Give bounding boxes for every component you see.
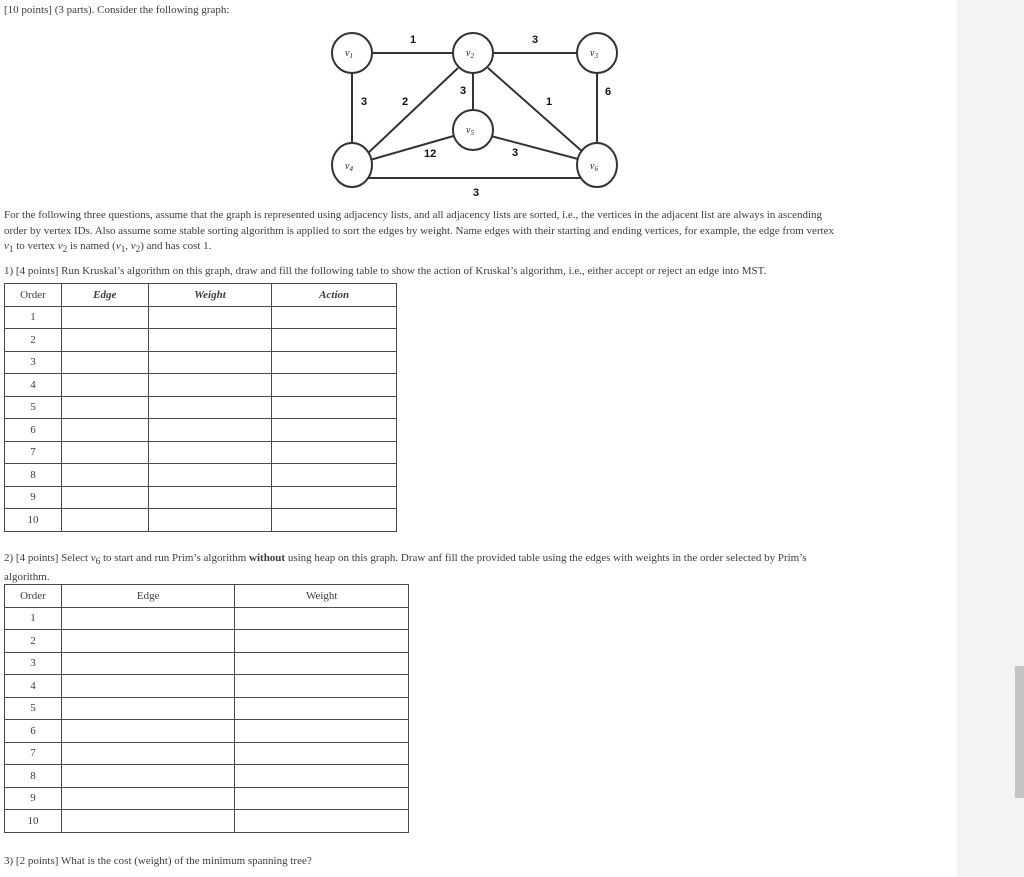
table-row	[5, 720, 409, 743]
edge-cell[interactable]	[61, 810, 235, 833]
weight-v3-v6: 6	[605, 86, 612, 98]
weight-cell[interactable]	[235, 697, 409, 720]
weight-cell[interactable]	[235, 742, 409, 765]
weight-v1-v2: 1	[410, 34, 417, 46]
weight-v5-v6: 3	[512, 147, 519, 159]
order-cell: 1	[5, 306, 62, 329]
order-cell: 10	[5, 810, 62, 833]
table-row	[5, 351, 397, 374]
col-order: Order	[5, 585, 62, 608]
edge-cell[interactable]	[61, 419, 148, 442]
weight-v2-v3: 3	[532, 34, 539, 46]
table-row	[5, 306, 397, 329]
vertex-label-v5: $v_5$	[466, 125, 474, 137]
table-row	[5, 419, 397, 442]
weight-cell[interactable]	[148, 509, 272, 532]
edge-cell[interactable]	[61, 486, 148, 509]
table-row	[5, 787, 409, 810]
problem-header: [10 points] (3 parts). Consider the following graph:	[4, 4, 230, 16]
prim-table	[4, 584, 409, 833]
edge-cell[interactable]	[61, 652, 235, 675]
weight-v1-v4: 3	[361, 96, 368, 108]
weight-cell[interactable]	[148, 396, 272, 419]
right-sidebar	[957, 0, 1024, 877]
edge-cell[interactable]	[61, 787, 235, 810]
q2-line-2: algorithm.	[4, 570, 50, 583]
scrollbar-thumb[interactable]	[1015, 666, 1024, 798]
order-cell: 7	[5, 441, 62, 464]
table-row	[5, 396, 397, 419]
table-row	[5, 607, 409, 630]
edge-cell[interactable]	[61, 396, 148, 419]
edge-cell[interactable]	[61, 720, 235, 743]
q1-text: 1) [4 points] Run Kruskal’s algorithm on this graph, draw and fill the following table to show the action of Kruskal’s algorithm, i.e., either accept or reject an edge into MST.	[4, 265, 767, 277]
edge-v2-v6	[488, 68, 584, 153]
action-cell[interactable]	[272, 396, 397, 419]
order-cell: 1	[5, 607, 62, 630]
order-cell: 9	[5, 486, 62, 509]
table-row	[5, 810, 409, 833]
edge-cell[interactable]	[61, 675, 235, 698]
weight-cell[interactable]	[148, 329, 272, 352]
weight-cell[interactable]	[148, 419, 272, 442]
order-cell: 4	[5, 675, 62, 698]
order-cell: 3	[5, 351, 62, 374]
weight-cell[interactable]	[235, 810, 409, 833]
table-row	[5, 652, 409, 675]
edge-cell[interactable]	[61, 441, 148, 464]
col-edge: Edge	[61, 284, 148, 307]
intro-line-3: $v_1$ to vertex $v_2$ is named ($v_1$, $v_2$) and has cost 1.	[4, 240, 212, 255]
weight-cell[interactable]	[235, 787, 409, 810]
action-cell[interactable]	[272, 441, 397, 464]
intro-paragraph	[4, 208, 944, 258]
kruskal-table	[4, 283, 397, 532]
weight-cell[interactable]	[148, 351, 272, 374]
edge-v5-v6	[491, 136, 578, 159]
order-cell: 10	[5, 509, 62, 532]
weight-cell[interactable]	[148, 464, 272, 487]
order-cell: 2	[5, 630, 62, 653]
order-cell: 3	[5, 652, 62, 675]
action-cell[interactable]	[272, 329, 397, 352]
order-cell: 8	[5, 765, 62, 788]
order-cell: 4	[5, 374, 62, 397]
edge-cell[interactable]	[61, 742, 235, 765]
table-row	[5, 675, 409, 698]
col-action: Action	[272, 284, 397, 307]
order-cell: 5	[5, 697, 62, 720]
action-cell[interactable]	[272, 419, 397, 442]
action-cell[interactable]	[272, 509, 397, 532]
order-cell: 5	[5, 396, 62, 419]
table-row	[5, 630, 409, 653]
action-cell[interactable]	[272, 374, 397, 397]
order-cell: 6	[5, 419, 62, 442]
weight-v2-v4: 2	[402, 96, 409, 108]
edge-cell[interactable]	[61, 329, 148, 352]
intro-line-2: order by vertex IDs. Also assume some stable sorting algorithm is applied to sort the edges by weight. Name edges with their starting and ending vertices, for example, the edge from vertex	[4, 224, 834, 237]
edge-cell[interactable]	[61, 306, 148, 329]
weight-v2-v6: 1	[546, 96, 553, 108]
graph-vertices	[332, 33, 617, 187]
table-row	[5, 486, 397, 509]
col-order: Order	[5, 284, 62, 307]
vertex-label-v1: $v_1$	[345, 48, 353, 60]
weight-cell[interactable]	[148, 486, 272, 509]
edge-cell[interactable]	[61, 509, 148, 532]
table-row	[5, 464, 397, 487]
table-row	[5, 697, 409, 720]
kruskal-header-row	[5, 284, 397, 307]
edge-cell[interactable]	[61, 374, 148, 397]
table-row	[5, 742, 409, 765]
graph-figure	[330, 22, 630, 202]
table-row	[5, 441, 397, 464]
edge-cell[interactable]	[61, 607, 235, 630]
table-row	[5, 509, 397, 532]
order-cell: 6	[5, 720, 62, 743]
col-weight: Weight	[148, 284, 272, 307]
weight-cell[interactable]	[235, 630, 409, 653]
table-row	[5, 765, 409, 788]
intro-line-1: For the following three questions, assume that the graph is represented using adjacency lists, and all adjacency lists are sorted, i.e., the vertices in the adjacent list are always in ascending	[4, 209, 823, 221]
edge-cell[interactable]	[61, 697, 235, 720]
edge-cell[interactable]	[61, 351, 148, 374]
table-row	[5, 329, 397, 352]
action-cell[interactable]	[272, 486, 397, 509]
weight-v2-v5: 3	[460, 85, 467, 97]
vertex-label-v4: $v_4$	[345, 161, 353, 173]
weight-cell[interactable]	[235, 607, 409, 630]
action-cell[interactable]	[272, 306, 397, 329]
order-cell: 9	[5, 787, 62, 810]
weight-cell[interactable]	[235, 765, 409, 788]
prim-header-row	[5, 585, 409, 608]
weight-cell[interactable]	[148, 306, 272, 329]
edge-cell[interactable]	[61, 464, 148, 487]
col-weight: Weight	[235, 585, 409, 608]
q2-line-1: 2) [4 points] Select $v_6$ to start and run Prim’s algorithm without using heap on this graph. Draw anf fill the provided table using the edges with weights in the order selected by Prim’s	[4, 552, 807, 567]
weight-cell[interactable]	[148, 441, 272, 464]
action-cell[interactable]	[272, 351, 397, 374]
table-row	[5, 374, 397, 397]
weight-cell[interactable]	[235, 675, 409, 698]
weight-v4-v5: 12	[424, 148, 437, 160]
weight-cell[interactable]	[148, 374, 272, 397]
edge-cell[interactable]	[61, 765, 235, 788]
weight-v4-v6: 3	[473, 187, 480, 199]
q3-text: 3) [2 points] What is the cost (weight) of the minimum spanning tree?	[4, 855, 312, 867]
edge-cell[interactable]	[61, 630, 235, 653]
order-cell: 2	[5, 329, 62, 352]
vertex-label-v3: $v_3$	[590, 48, 598, 60]
weight-cell[interactable]	[235, 652, 409, 675]
action-cell[interactable]	[272, 464, 397, 487]
edge-v2-v4	[366, 68, 458, 155]
weight-cell[interactable]	[235, 720, 409, 743]
vertex-label-v6: $v_6$	[590, 161, 598, 173]
order-cell: 8	[5, 464, 62, 487]
order-cell: 7	[5, 742, 62, 765]
vertex-label-v2: $v_2$	[466, 48, 474, 60]
col-edge: Edge	[61, 585, 235, 608]
q2-text	[4, 551, 944, 585]
